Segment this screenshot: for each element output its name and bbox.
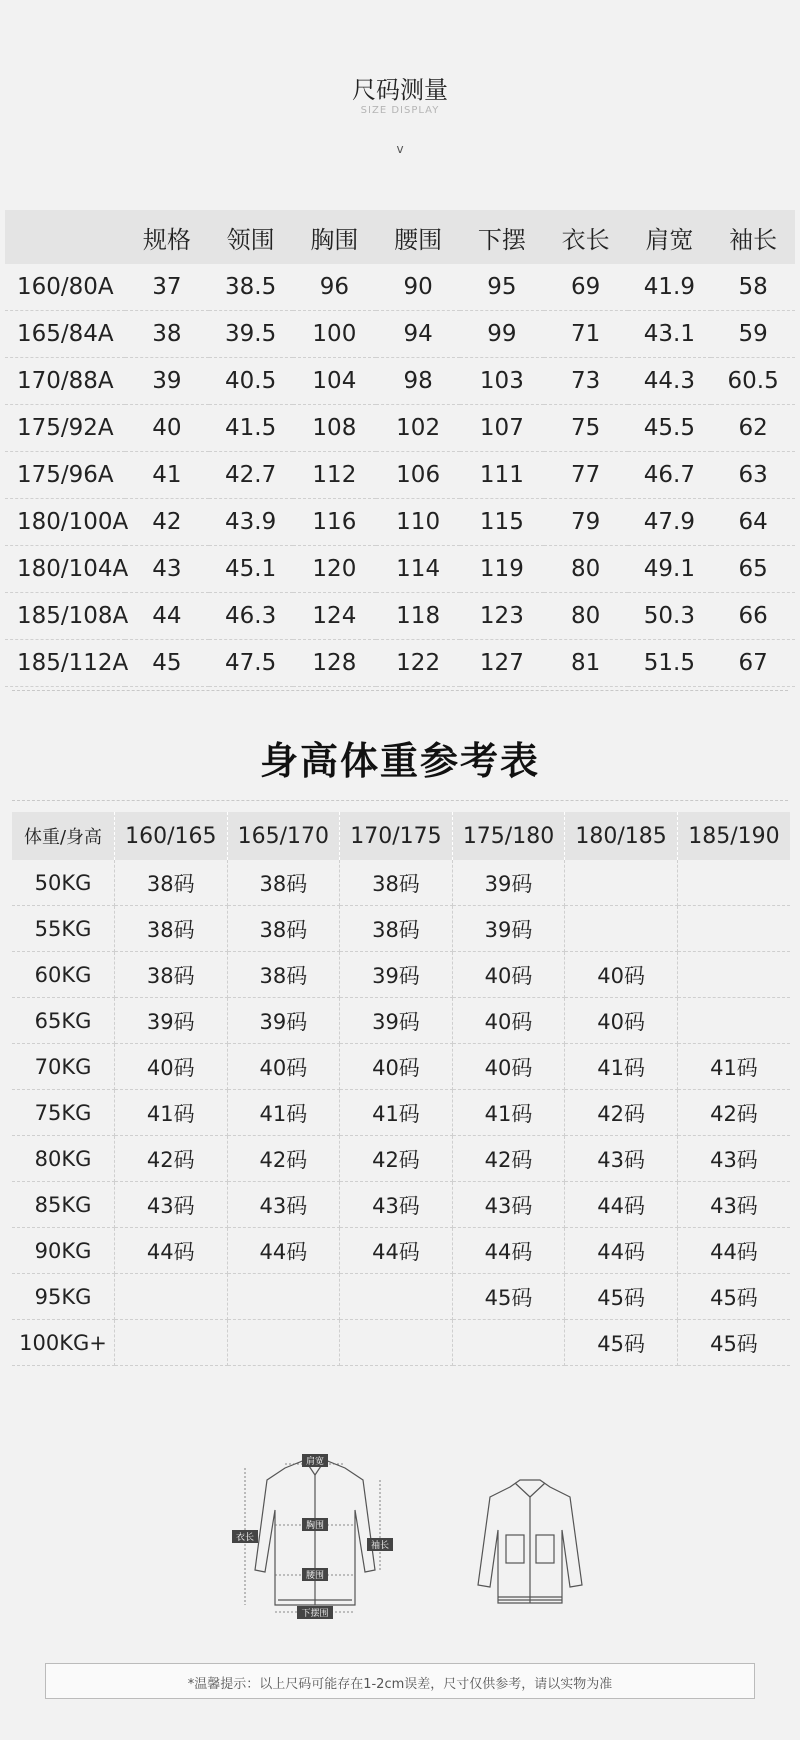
table-cell: 38码 (227, 906, 340, 952)
table-cell: 114 (376, 546, 460, 593)
table-cell: 44码 (677, 1228, 790, 1274)
table-cell: 37 (125, 264, 209, 311)
table-cell: 50.3 (628, 593, 712, 640)
table-row (5, 640, 795, 687)
table-cell: 180/104A (5, 546, 125, 593)
table-cell: 165/84A (5, 311, 125, 358)
table-cell: 62 (711, 405, 795, 452)
table-cell (677, 906, 790, 952)
table-cell: 42码 (452, 1136, 565, 1182)
table-row (12, 952, 790, 998)
table-cell: 41.5 (209, 405, 293, 452)
table-cell: 116 (293, 499, 377, 546)
table-cell: 39码 (452, 860, 565, 906)
table-cell: 66 (711, 593, 795, 640)
divider (12, 690, 788, 691)
table-cell: 39.5 (209, 311, 293, 358)
table-cell: 111 (460, 452, 544, 499)
table-cell: 40码 (565, 998, 678, 1044)
table-row (5, 593, 795, 640)
table-cell: 73 (544, 358, 628, 405)
table-cell: 58 (711, 264, 795, 311)
column-header: 下摆 (460, 210, 544, 264)
table-cell: 42码 (565, 1090, 678, 1136)
weight-table-title: 身高体重参考表 (259, 739, 540, 783)
table-cell: 71 (544, 311, 628, 358)
table-row (5, 358, 795, 405)
table-cell: 90 (376, 264, 460, 311)
table-cell: 75KG (12, 1090, 115, 1136)
table-row (12, 1274, 790, 1320)
column-header: 170/175 (340, 812, 453, 860)
table-cell: 80 (544, 593, 628, 640)
table-row (5, 546, 795, 593)
table-cell: 60KG (12, 952, 115, 998)
table-cell: 43码 (115, 1182, 228, 1228)
table-cell: 42 (125, 499, 209, 546)
table-cell: 45.5 (628, 405, 712, 452)
table-cell (227, 1320, 340, 1366)
jacket-diagram (470, 1475, 590, 1615)
column-header: 肩宽 (628, 210, 712, 264)
table-cell: 45 (125, 640, 209, 687)
table-cell: 44码 (452, 1228, 565, 1274)
table-cell: 43 (125, 546, 209, 593)
table-cell: 38码 (227, 952, 340, 998)
table-cell: 90KG (12, 1228, 115, 1274)
table-cell: 43.1 (628, 311, 712, 358)
table-cell: 41.9 (628, 264, 712, 311)
table-cell: 160/80A (5, 264, 125, 311)
height-weight-table (12, 812, 790, 1366)
table-cell (340, 1274, 453, 1320)
table-cell: 49.1 (628, 546, 712, 593)
table-cell: 112 (293, 452, 377, 499)
column-header: 规格 (125, 210, 209, 264)
table-cell: 102 (376, 405, 460, 452)
table-cell (115, 1274, 228, 1320)
table-cell (115, 1320, 228, 1366)
section-subtitle: SIZE DISPLAY (360, 105, 440, 116)
table-cell: 106 (376, 452, 460, 499)
table-cell: 59 (711, 311, 795, 358)
table-cell: 38码 (340, 860, 453, 906)
size-measurement-table (5, 210, 795, 687)
table-cell: 104 (293, 358, 377, 405)
table-cell: 41码 (115, 1090, 228, 1136)
table-cell: 180/100A (5, 499, 125, 546)
table-cell: 43码 (565, 1136, 678, 1182)
size-disclaimer-note: *温馨提示：以上尺码可能存在1-2cm误差，尺寸仅供参考，请以实物为准 (187, 1677, 613, 1692)
table-cell: 124 (293, 593, 377, 640)
label-length: 衣长 (235, 1533, 255, 1543)
column-header: 衣长 (544, 210, 628, 264)
table-cell: 67 (711, 640, 795, 687)
table-row (12, 998, 790, 1044)
table-row (12, 1320, 790, 1366)
column-header: 180/185 (565, 812, 678, 860)
table-row (12, 1044, 790, 1090)
label-chest: 胸围 (305, 1521, 325, 1531)
column-header: 腰围 (376, 210, 460, 264)
table-cell: 95 (460, 264, 544, 311)
table-cell: 120 (293, 546, 377, 593)
table-cell: 44码 (565, 1228, 678, 1274)
table-cell: 45.1 (209, 546, 293, 593)
table-row (12, 1228, 790, 1274)
table-cell: 39码 (227, 998, 340, 1044)
table-cell: 38码 (115, 860, 228, 906)
table-cell: 100KG+ (12, 1320, 115, 1366)
table-cell: 75 (544, 405, 628, 452)
table-row (5, 311, 795, 358)
table-cell: 47.5 (209, 640, 293, 687)
table-cell: 38码 (115, 906, 228, 952)
table-cell: 44码 (227, 1228, 340, 1274)
table-cell: 41 (125, 452, 209, 499)
table-cell: 42码 (677, 1090, 790, 1136)
table-cell: 43码 (452, 1182, 565, 1228)
table-cell: 110 (376, 499, 460, 546)
table-cell: 185/108A (5, 593, 125, 640)
table-cell: 122 (376, 640, 460, 687)
table-cell: 39码 (115, 998, 228, 1044)
table-cell: 39码 (340, 952, 453, 998)
table-cell: 42.7 (209, 452, 293, 499)
table-cell: 40.5 (209, 358, 293, 405)
table-row (12, 1090, 790, 1136)
table-cell: 39码 (452, 906, 565, 952)
table-cell: 103 (460, 358, 544, 405)
table-cell: 40码 (340, 1044, 453, 1090)
label-waist: 腰围 (305, 1571, 325, 1581)
table-cell: 45码 (677, 1274, 790, 1320)
label-sleeve: 袖长 (370, 1541, 390, 1551)
table-cell: 41码 (677, 1044, 790, 1090)
table-cell: 98 (376, 358, 460, 405)
table-cell: 95KG (12, 1274, 115, 1320)
table-cell: 123 (460, 593, 544, 640)
table-header-row (5, 210, 795, 264)
table-cell: 41码 (340, 1090, 453, 1136)
table-cell: 40码 (452, 952, 565, 998)
table-cell: 60.5 (711, 358, 795, 405)
table-header-row (12, 812, 790, 860)
table-cell: 63 (711, 452, 795, 499)
table-cell: 185/112A (5, 640, 125, 687)
column-header: 185/190 (677, 812, 790, 860)
table-row (5, 264, 795, 311)
table-cell: 108 (293, 405, 377, 452)
table-cell: 44 (125, 593, 209, 640)
table-row (5, 452, 795, 499)
table-cell: 65KG (12, 998, 115, 1044)
table-cell: 40码 (115, 1044, 228, 1090)
table-cell: 44码 (115, 1228, 228, 1274)
shirt-front-diagram (215, 1450, 415, 1620)
column-header: 袖长 (711, 210, 795, 264)
table-cell (340, 1320, 453, 1366)
table-cell: 38 (125, 311, 209, 358)
table-cell: 44码 (340, 1228, 453, 1274)
table-cell: 119 (460, 546, 544, 593)
table-cell: 43码 (677, 1136, 790, 1182)
table-row (12, 860, 790, 906)
column-header: 胸围 (293, 210, 377, 264)
table-cell: 43码 (340, 1182, 453, 1228)
table-cell: 77 (544, 452, 628, 499)
table-cell: 55KG (12, 906, 115, 952)
table-cell (565, 860, 678, 906)
table-cell: 44码 (565, 1182, 678, 1228)
table-cell: 47.9 (628, 499, 712, 546)
table-cell: 107 (460, 405, 544, 452)
table-cell (677, 952, 790, 998)
table-cell: 43码 (227, 1182, 340, 1228)
table-cell: 175/96A (5, 452, 125, 499)
column-header: 体重/身高 (12, 812, 115, 860)
table-cell: 43码 (677, 1182, 790, 1228)
table-row (5, 499, 795, 546)
table-cell: 69 (544, 264, 628, 311)
table-cell (452, 1320, 565, 1366)
table-cell: 39码 (340, 998, 453, 1044)
table-cell: 38码 (227, 860, 340, 906)
table-cell: 45码 (565, 1320, 678, 1366)
table-cell (227, 1274, 340, 1320)
table-cell: 42码 (115, 1136, 228, 1182)
note-box (45, 1663, 755, 1699)
table-cell: 170/88A (5, 358, 125, 405)
table-cell: 70KG (12, 1044, 115, 1090)
column-header: 175/180 (452, 812, 565, 860)
table-cell: 175/92A (5, 405, 125, 452)
table-cell: 127 (460, 640, 544, 687)
table-cell: 46.3 (209, 593, 293, 640)
table-cell: 80 (544, 546, 628, 593)
table-cell: 44.3 (628, 358, 712, 405)
column-header: 领围 (209, 210, 293, 264)
column-header (5, 210, 125, 264)
table-cell: 45码 (677, 1320, 790, 1366)
table-cell: 42码 (227, 1136, 340, 1182)
table-cell: 38.5 (209, 264, 293, 311)
table-cell: 51.5 (628, 640, 712, 687)
table-cell: 40码 (452, 1044, 565, 1090)
table-cell: 43.9 (209, 499, 293, 546)
table-cell: 38码 (340, 906, 453, 952)
table-cell: 118 (376, 593, 460, 640)
table-cell: 40码 (452, 998, 565, 1044)
table-cell: 100 (293, 311, 377, 358)
table-cell: 64 (711, 499, 795, 546)
table-cell: 50KG (12, 860, 115, 906)
table-cell: 79 (544, 499, 628, 546)
table-cell: 45码 (452, 1274, 565, 1320)
table-cell: 41码 (565, 1044, 678, 1090)
table-cell: 65 (711, 546, 795, 593)
table-cell: 115 (460, 499, 544, 546)
table-row (12, 906, 790, 952)
table-cell: 45码 (565, 1274, 678, 1320)
table-cell: 39 (125, 358, 209, 405)
table-cell: 42码 (340, 1136, 453, 1182)
table-row (12, 1182, 790, 1228)
table-cell (677, 860, 790, 906)
table-row (5, 405, 795, 452)
table-cell: 40码 (227, 1044, 340, 1090)
table-row (12, 1136, 790, 1182)
table-cell: 99 (460, 311, 544, 358)
table-cell: 46.7 (628, 452, 712, 499)
table-cell: 94 (376, 311, 460, 358)
section-title: 尺码测量 (352, 76, 448, 104)
table-cell: 80KG (12, 1136, 115, 1182)
table-cell: 41码 (227, 1090, 340, 1136)
chevron-down-icon: v (396, 142, 404, 156)
table-cell: 40码 (565, 952, 678, 998)
table-cell: 96 (293, 264, 377, 311)
table-cell: 38码 (115, 952, 228, 998)
table-cell: 85KG (12, 1182, 115, 1228)
column-header: 160/165 (115, 812, 228, 860)
table-cell: 41码 (452, 1090, 565, 1136)
table-cell (677, 998, 790, 1044)
table-cell: 40 (125, 405, 209, 452)
label-hem: 下摆围 (301, 1609, 329, 1619)
table-cell (565, 906, 678, 952)
table-cell: 81 (544, 640, 628, 687)
table-cell: 128 (293, 640, 377, 687)
divider (12, 800, 788, 801)
column-header: 165/170 (227, 812, 340, 860)
label-shoulder: 肩宽 (305, 1457, 325, 1467)
